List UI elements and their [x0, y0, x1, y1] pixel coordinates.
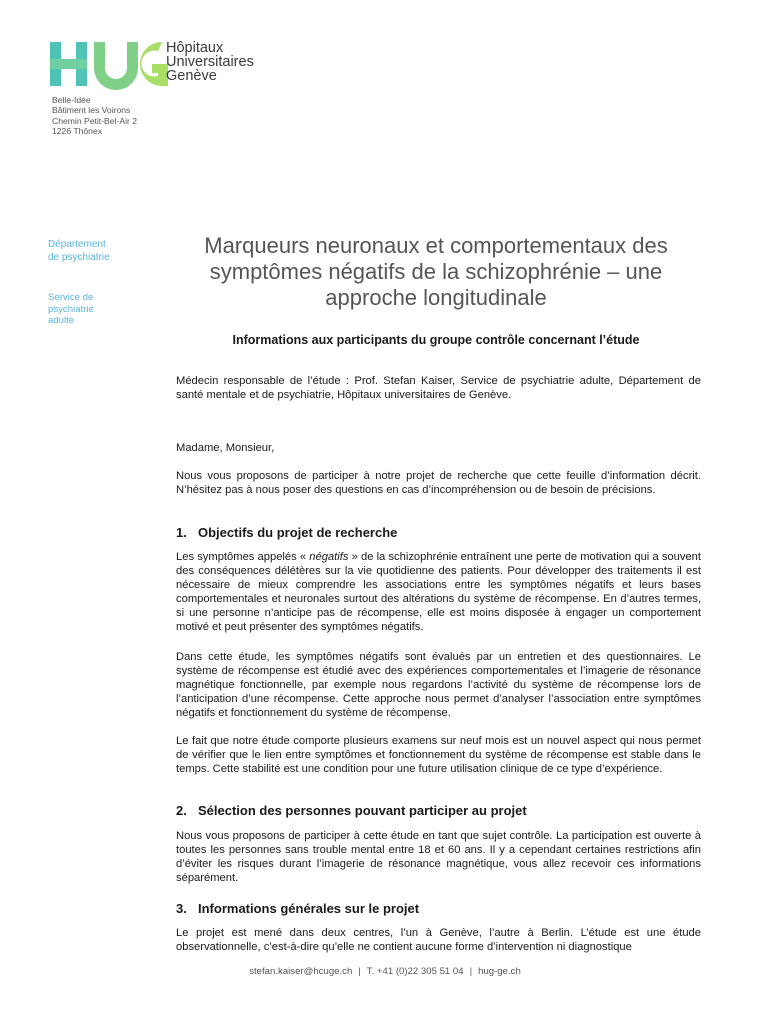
document-subtitle: Informations aux participants du groupe contrôle concernant l’étude: [232, 333, 640, 347]
service-line: adulte: [48, 315, 75, 326]
section-heading: [176, 525, 397, 540]
footer-website[interactable]: hug-ge.ch: [478, 966, 521, 977]
section-number: 2.: [176, 803, 187, 818]
section-heading: [176, 803, 527, 818]
hospital-name: [166, 41, 254, 83]
section-1-paragraph-3: Le fait que notre étude comporte plusieurs examens sur neuf mois est un nouvel aspect qui nous permet de vérifier que le lien entre symptômes et fonctionnement du système de récompense est stable dans le temps. Cette stabilité est une condition pour une future utilisation clinique de ce type d’expérience.: [176, 735, 701, 775]
brand-line: Hôpitaux: [166, 40, 224, 56]
service-line: psychiatrie: [48, 303, 94, 315]
section-title: Sélection des personnes pouvant participer au projet: [198, 803, 527, 818]
section-number: 1.: [176, 525, 187, 540]
text-run: Les symptômes appelés «: [176, 551, 310, 563]
italic-term: négatifs: [309, 551, 349, 563]
responsible-doctor: Médecin responsable de l’étude : Prof. Stefan Kaiser, Service de psychiatrie adulte, Département de santé mentale et de psychiatrie, Hôpitaux universitaires de Genève.: [176, 375, 701, 401]
service-label: [48, 292, 94, 327]
brand-line: Genève: [166, 68, 217, 84]
text-run: » de la schizophrénie entraînent une perte de motivation qui a souvent des conséquences délétères sur la vie quotidienne des patients. Pour développer des traitements il est nécessaire de mieux comprendre les associations entre les symptômes négatifs et leurs bases comportementales et neuronales surtout des altérations du système de récompense. En d’autres termes, si une personne n’anticipe pas de récompense, elle est moins disposée à engager un comportement motivé et peut présenter des symptômes négatifs.: [176, 551, 701, 633]
document-title: Marqueurs neuronaux et comportementaux des symptômes négatifs de la schizophrénie – une approche longitudinale: [204, 233, 668, 310]
section-title: Informations générales sur le projet: [198, 901, 420, 916]
section-number: 3.: [176, 901, 187, 916]
footer-phone: T. +41 (0)22 305 51 04: [366, 966, 464, 977]
section-heading: [176, 901, 419, 916]
address-line: Bâtiment les Voirons: [52, 105, 131, 116]
section-1-paragraph-2: Dans cette étude, les symptômes négatifs sont évalués par un entretien et des questionnaires. Le système de récompense est étudié avec des expériences comportementales et l’imagerie de résonance magnétique fonctionnelle, par exemple nous regardons l’activité du système de récompense lors de l’anticipation d’une récompense. Cette approche nous permet d’analyser l’association entre symptômes négatifs et fonctionnement du système de récompense.: [176, 651, 701, 719]
intro-paragraph: Nous vous proposons de participer à notre projet de recherche que cette feuille d’information décrit. N’hésitez pas à nous poser des questions en cas d’incompréhension ou de besoin de précisions.: [176, 470, 701, 496]
page-footer: [0, 966, 770, 977]
section-3-paragraph: Le projet est mené dans deux centres, l’un à Genève, l’autre à Berlin. L’étude est une étude observationnelle, c’est-à-dire qu’elle ne contient aucune forme d’intervention ni diagnostique: [176, 927, 701, 953]
department-label: [48, 238, 110, 264]
footer-email[interactable]: stefan.kaiser@hcuge.ch: [249, 966, 353, 977]
brand-line: Universitaires: [166, 54, 254, 70]
address-line: Chemin Petit-Bel-Air 2: [52, 115, 138, 126]
hug-logo-mark: [50, 42, 168, 90]
section-2-paragraph: Nous vous proposons de participer à cette étude en tant que sujet contrôle. La participation est ouverte à toutes les personnes sans trouble mental entre 18 et 60 ans. Il y a cependant certaines restrictions afin d’éviter les risques durant l’imagerie de résonance magnétique, vous allez recevoir ces informations séparément.: [176, 830, 701, 884]
footer-separator: |: [469, 966, 473, 977]
section-1-paragraph-1: [176, 550, 701, 634]
address-line: 1226 Thônex: [52, 126, 103, 137]
address-line: Belle-Idée: [52, 95, 91, 105]
section-title: Objectifs du projet de recherche: [198, 525, 398, 540]
department-line: de psychiatrie: [48, 252, 110, 263]
greeting: Madame, Monsieur,: [176, 442, 275, 454]
address-block: [52, 95, 137, 137]
department-line: Département: [48, 239, 106, 250]
footer-separator: |: [358, 966, 361, 977]
service-line: Service de: [48, 292, 94, 303]
